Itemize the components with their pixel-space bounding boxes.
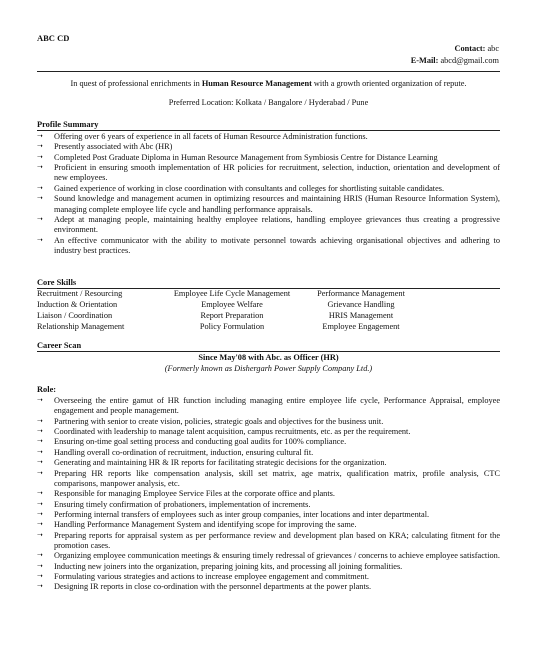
arrow-bullet-icon: ➝ — [37, 509, 43, 518]
arrow-bullet-icon: ➝ — [37, 572, 43, 581]
skills-row — [37, 289, 500, 300]
list-item: ➝ Designing IR reports in close co-ordination with the personnel departments at the power plants. — [37, 582, 372, 592]
arrow-bullet-icon: ➝ — [37, 152, 43, 161]
list-item: ➝ Completed Post Graduate Diploma in Human Resource Management from Symbiosis Centre for Distance Learning — [37, 152, 438, 162]
list-item: ➝ An effective communicator with the ability to motivate personnel towards achieving organisational objectives and adhering to industry best practices. — [37, 235, 500, 255]
list-item: ➝ Inducting new joiners into the organization, preparing joining kits, and processing all joining formalities. — [37, 561, 403, 571]
arrow-bullet-icon: ➝ — [37, 468, 43, 477]
arrow-bullet-icon: ➝ — [37, 396, 43, 404]
contact-value: abc — [487, 44, 499, 53]
arrow-bullet-icon: ➝ — [37, 194, 43, 203]
list-item: ➝ Preparing reports for appraisal system as per performance review and development plan based on KRA; calculating fitment for the promotion cases. — [37, 530, 500, 551]
list-item: ➝ Handling overall co-ordination of recruitment, induction, ensuring cultural fit. — [37, 447, 314, 457]
core-skills-grid — [37, 289, 500, 333]
email-value[interactable]: abcd@gmail.com — [440, 56, 499, 65]
list-item: ➝ Formulating various strategies and actions to increase employee engagement and commitment. — [37, 572, 369, 582]
email-line — [411, 56, 499, 66]
skill-item: Liaison / Coordination — [37, 311, 113, 320]
arrow-bullet-icon: ➝ — [37, 520, 43, 529]
skill-item: Employee Welfare — [201, 300, 263, 309]
arrow-bullet-icon: ➝ — [37, 235, 43, 244]
contact-line — [455, 44, 499, 54]
list-item: ➝ Coordinated with leadership to manage talent acquisition, campus recruitments, etc. as per the requirement. — [37, 427, 411, 437]
email-label: E-Mail: — [410, 56, 439, 65]
objective-statement — [37, 79, 500, 89]
candidate-name: ABC CD — [37, 33, 70, 43]
skill-item: Performance Management — [317, 289, 405, 298]
list-item: ➝ Gained experience of working in close coordination with consultants and colleges for shortlisting suitable candidates. — [37, 183, 445, 193]
skills-row — [37, 322, 500, 333]
skill-item: Recruitment / Resourcing — [37, 289, 123, 298]
list-item: ➝ Responsible for managing Employee Service Files at the corporate office and plants. — [37, 489, 335, 499]
list-item: ➝ Adept at managing people, maintaining healthy employee relations, handling employee grievances thus creating a progressive environment. — [37, 214, 500, 235]
arrow-bullet-icon: ➝ — [37, 530, 43, 539]
list-item: ➝ Handling Performance Management System and identifying scope for improving the same. — [37, 520, 357, 530]
position-title: Since May'08 with Abc. as Officer (HR) — [198, 353, 339, 362]
list-item: ➝ Partnering with senior to create vision, policies, strategic goals and objectives for the business unit. — [37, 416, 384, 426]
career-scan-heading: Career Scan — [37, 341, 82, 350]
arrow-bullet-icon: ➝ — [37, 416, 43, 425]
arrow-bullet-icon: ➝ — [37, 427, 43, 436]
header-divider — [37, 71, 500, 72]
list-item: ➝ Ensuring timely confirmation of probationers, implementation of increments. — [37, 499, 311, 509]
list-item: ➝ Generating and maintaining HR & IR reports for facilitating strategic decisions for the organization. — [37, 458, 387, 468]
arrow-bullet-icon: ➝ — [37, 214, 43, 223]
role-heading: Role: — [37, 385, 57, 394]
skill-item: Employee Engagement — [322, 322, 400, 331]
former-company-name: (Formerly known as Dishergarh Power Supply Company Ltd.) — [164, 364, 373, 373]
skill-item: Employee Life Cycle Management — [173, 289, 291, 298]
list-item: ➝ Offering over 6 years of experience in all facets of Human Resource Administration functions. — [37, 132, 368, 141]
skill-item: HRIS Management — [328, 311, 394, 320]
list-item: ➝ Sound knowledge and management acumen in optimizing resources and maintaining HRIS (Human Resource Information System), managing complete employee life cycle and handling performance appraisals. — [37, 194, 500, 214]
core-skills-heading: Core Skills — [37, 278, 77, 287]
list-item: ➝ Ensuring on-time goal setting process and conducting goal audits for 100% compliance. — [37, 437, 347, 447]
skill-item: Relationship Management — [37, 322, 125, 331]
skills-row — [37, 311, 500, 322]
arrow-bullet-icon: ➝ — [37, 489, 43, 498]
list-item: ➝ Proficient in ensuring smooth implementation of HR policies for recruitment, selection, induction, orientation and development of new employees. — [37, 163, 500, 183]
skill-item: Induction & Orientation — [37, 300, 118, 309]
arrow-bullet-icon: ➝ — [37, 499, 43, 508]
arrow-bullet-icon: ➝ — [37, 132, 43, 140]
arrow-bullet-icon: ➝ — [37, 142, 43, 151]
arrow-bullet-icon: ➝ — [37, 183, 43, 192]
skill-item: Grievance Handling — [327, 300, 395, 309]
skill-item: Report Preparation — [200, 311, 264, 320]
preferred-location: Preferred Location: Kolkata / Bangalore / Hyderabad / Pune — [168, 98, 369, 107]
skills-row — [37, 300, 500, 311]
arrow-bullet-icon: ➝ — [37, 447, 43, 456]
arrow-bullet-icon: ➝ — [37, 582, 43, 591]
list-item: ➝ Performing internal transfers of employees such as inter group companies, inter locations and inter departmental. — [37, 509, 430, 519]
objective-after: with a growth oriented organization of repute. — [311, 79, 467, 88]
profile-summary-divider — [37, 130, 500, 131]
list-item: ➝ Presently associated with Abc (HR) — [37, 142, 173, 152]
list-item: ➝ Preparing HR reports like compensation analysis, skill set matrix, age matrix, qualification matrix, profile analysis, CTC comparisons, manpower analysis, etc. — [37, 468, 500, 488]
list-item: ➝ Overseeing the entire gamut of HR function including managing entire employee life cycle, Performance Appraisal, employee engagement and people management. — [37, 396, 500, 416]
profile-summary-heading: Profile Summary — [37, 120, 99, 129]
role-list — [37, 396, 500, 593]
contact-label: Contact: — [454, 44, 486, 53]
arrow-bullet-icon: ➝ — [37, 551, 43, 560]
arrow-bullet-icon: ➝ — [37, 437, 43, 446]
list-item: ➝ Organizing employee communication meetings & ensuring timely redressal of grievances / concerns to achieve employee satisfaction. — [37, 551, 500, 561]
objective-highlight: Human Resource Management — [201, 79, 312, 88]
arrow-bullet-icon: ➝ — [37, 163, 43, 172]
arrow-bullet-icon: ➝ — [37, 458, 43, 467]
profile-summary-list — [37, 132, 500, 256]
objective-before: In quest of professional enrichments in — [70, 79, 202, 88]
skill-item: Policy Formulation — [199, 322, 265, 331]
arrow-bullet-icon: ➝ — [37, 561, 43, 570]
career-scan-divider — [37, 351, 500, 352]
